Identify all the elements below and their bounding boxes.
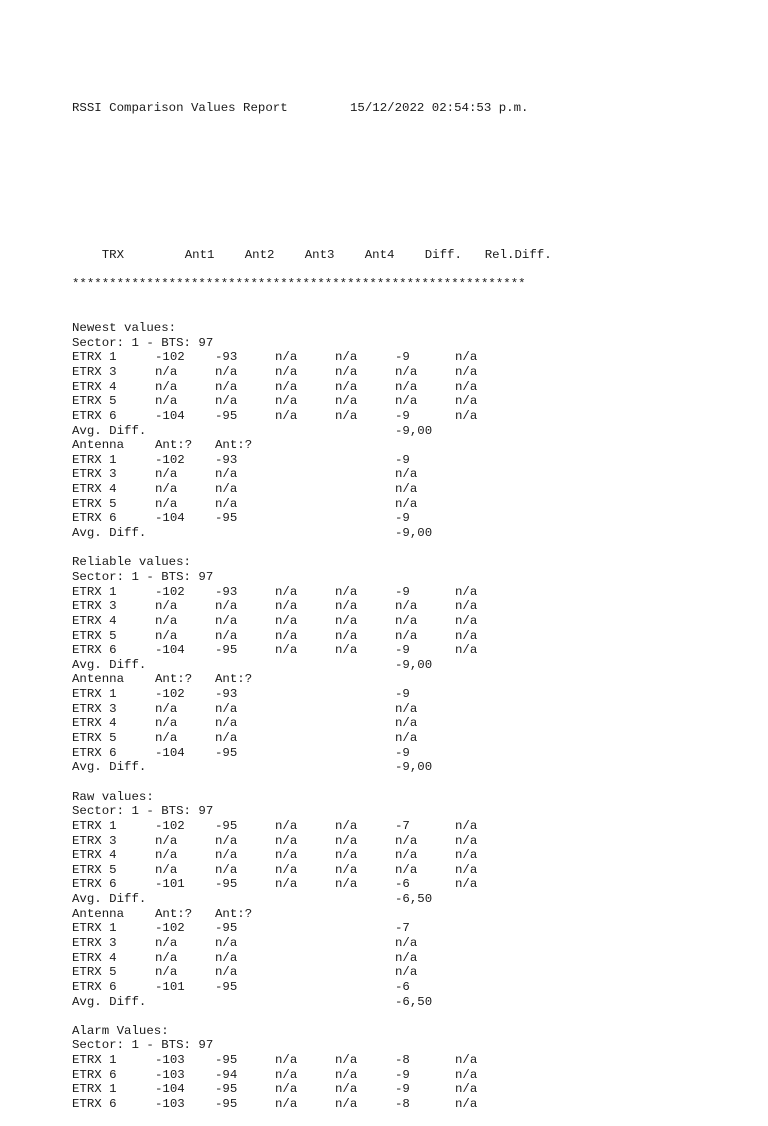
table-cell: ETRX 6 xyxy=(72,877,117,892)
table-cell: ETRX 4 xyxy=(72,482,117,497)
table-cell: -102 xyxy=(155,921,185,936)
table-row xyxy=(72,1097,565,1112)
table-row xyxy=(72,585,565,600)
table-cell: n/a xyxy=(335,848,358,863)
table-cell: n/a xyxy=(455,599,478,614)
table-cell: n/a xyxy=(215,628,238,643)
table-cell: ETRX 3 xyxy=(72,599,117,614)
table-cell: n/a xyxy=(275,408,298,423)
table-cell: n/a xyxy=(215,365,238,379)
table-cell: n/a xyxy=(335,408,358,423)
table-cell: n/a xyxy=(395,965,418,980)
table-row xyxy=(72,614,565,629)
table-cell: n/a xyxy=(335,613,358,628)
antenna-header-row xyxy=(72,672,565,687)
table-cell: n/a xyxy=(275,379,298,394)
table-cell: ETRX 3 xyxy=(72,935,117,950)
table-cell: n/a xyxy=(215,613,238,628)
table-cell: -9 xyxy=(395,745,410,760)
table-cell: -9 xyxy=(395,408,410,423)
table-cell: -9 xyxy=(395,511,410,526)
avg-diff-row xyxy=(72,424,565,439)
report-sections xyxy=(72,321,565,1112)
table-cell: n/a xyxy=(335,379,358,394)
table-cell: ETRX 1 xyxy=(72,818,117,833)
antenna-avg-diff-row xyxy=(72,526,565,541)
table-cell: -93 xyxy=(215,452,238,467)
table-cell: n/a xyxy=(155,599,178,614)
table-cell: n/a xyxy=(275,1067,298,1082)
table-cell: ETRX 4 xyxy=(72,950,117,965)
table-cell: n/a xyxy=(395,394,418,409)
table-cell: -8 xyxy=(395,1053,410,1068)
antenna-row xyxy=(72,482,565,497)
table-cell: n/a xyxy=(395,935,418,950)
antenna-row xyxy=(72,687,565,702)
table-cell: ETRX 5 xyxy=(72,862,117,877)
avg-diff-value: -9,00 xyxy=(395,657,433,672)
avg-diff-label: Avg. Diff. xyxy=(72,423,147,438)
table-cell: n/a xyxy=(275,365,298,379)
table-cell: n/a xyxy=(455,848,478,863)
table-cell: -7 xyxy=(395,818,410,833)
table-row xyxy=(72,394,565,409)
table-cell: n/a xyxy=(395,950,418,965)
table-cell: n/a xyxy=(395,701,418,716)
table-cell: n/a xyxy=(275,599,298,614)
table-cell: n/a xyxy=(155,467,178,482)
table-cell: n/a xyxy=(455,584,478,599)
header-rel-diff: Rel.Diff. xyxy=(484,247,552,262)
table-cell: n/a xyxy=(335,584,358,599)
blank-line xyxy=(72,541,565,556)
table-cell: n/a xyxy=(455,365,478,379)
antenna-row xyxy=(72,951,565,966)
table-cell: -102 xyxy=(155,452,185,467)
table-cell: n/a xyxy=(395,833,418,848)
table-row xyxy=(72,863,565,878)
table-cell: -9 xyxy=(395,1082,410,1097)
table-cell: n/a xyxy=(275,584,298,599)
table-row xyxy=(72,819,565,834)
blank-line xyxy=(72,775,565,790)
table-cell: n/a xyxy=(335,1067,358,1082)
table-cell: ETRX 1 xyxy=(72,350,117,365)
table-cell: n/a xyxy=(215,467,238,482)
table-cell: n/a xyxy=(455,1097,478,1112)
table-cell: ETRX 5 xyxy=(72,731,117,746)
table-cell: -104 xyxy=(155,511,185,526)
table-cell: ETRX 5 xyxy=(72,628,117,643)
table-cell: ETRX 5 xyxy=(72,496,117,511)
antenna-header-cell: Ant:? xyxy=(215,438,253,453)
table-cell: ETRX 3 xyxy=(72,467,117,482)
table-cell: ETRX 6 xyxy=(72,408,117,423)
table-cell: -95 xyxy=(215,1097,238,1112)
table-cell: n/a xyxy=(455,394,478,409)
table-cell: n/a xyxy=(215,833,238,848)
section-title: Alarm Values: xyxy=(72,1023,169,1038)
table-cell: n/a xyxy=(155,701,178,716)
section-title: Newest values: xyxy=(72,321,177,336)
antenna-row xyxy=(72,746,565,761)
table-cell: n/a xyxy=(455,862,478,877)
table-cell: -103 xyxy=(155,1053,185,1068)
table-cell: n/a xyxy=(215,599,238,614)
table-cell: n/a xyxy=(455,379,478,394)
antenna-row xyxy=(72,453,565,468)
table-cell: -103 xyxy=(155,1097,185,1112)
table-cell: n/a xyxy=(155,862,178,877)
table-cell: n/a xyxy=(275,628,298,643)
table-cell: n/a xyxy=(155,950,178,965)
table-cell: n/a xyxy=(455,818,478,833)
table-cell: n/a xyxy=(455,628,478,643)
table-cell: ETRX 4 xyxy=(72,716,117,731)
table-cell: -9 xyxy=(395,1067,410,1082)
table-cell: -95 xyxy=(215,745,238,760)
table-cell: ETRX 1 xyxy=(72,1082,117,1097)
table-cell: n/a xyxy=(455,877,478,892)
table-row xyxy=(72,643,565,658)
table-cell: -95 xyxy=(215,511,238,526)
table-cell: n/a xyxy=(335,1053,358,1068)
table-cell: ETRX 1 xyxy=(72,687,117,702)
table-cell: n/a xyxy=(155,833,178,848)
table-cell: n/a xyxy=(215,935,238,950)
table-cell: n/a xyxy=(155,496,178,511)
table-cell: ETRX 6 xyxy=(72,643,117,658)
antenna-row xyxy=(72,716,565,731)
table-cell: n/a xyxy=(155,731,178,746)
header-trx: TRX xyxy=(101,247,125,262)
header-ant2: Ant2 xyxy=(244,247,275,262)
table-cell: n/a xyxy=(155,965,178,980)
table-cell: n/a xyxy=(215,482,238,497)
blank-line xyxy=(72,145,565,160)
table-cell: n/a xyxy=(395,848,418,863)
table-cell: -9 xyxy=(395,584,410,599)
table-row xyxy=(72,1082,565,1097)
table-cell: -93 xyxy=(215,687,238,702)
table-cell: n/a xyxy=(155,613,178,628)
table-cell: n/a xyxy=(335,862,358,877)
separator-line: ************************************************************* xyxy=(72,277,526,292)
avg-diff-label: Avg. Diff. xyxy=(72,526,147,541)
table-cell: ETRX 6 xyxy=(72,1097,117,1112)
table-cell: n/a xyxy=(395,731,418,746)
table-cell: -9 xyxy=(395,643,410,658)
table-cell: n/a xyxy=(455,1053,478,1068)
table-cell: -95 xyxy=(215,877,238,892)
blank-line xyxy=(72,1009,565,1024)
table-row xyxy=(72,629,565,644)
avg-diff-row xyxy=(72,658,565,673)
antenna-avg-diff-row xyxy=(72,760,565,775)
table-cell: n/a xyxy=(275,1082,298,1097)
report-title: RSSI Comparison Values Report xyxy=(72,101,288,116)
table-cell: -94 xyxy=(215,1067,238,1082)
avg-diff-value: -9,00 xyxy=(395,423,433,438)
avg-diff-value: -6,50 xyxy=(395,994,433,1009)
antenna-header-cell: Antenna xyxy=(72,906,125,921)
table-cell: -6 xyxy=(395,979,410,994)
header-ant4: Ant4 xyxy=(364,247,395,262)
table-cell: n/a xyxy=(215,862,238,877)
table-row xyxy=(72,599,565,614)
table-cell: n/a xyxy=(455,350,478,365)
sector-label: Sector: 1 - BTS: 97 xyxy=(72,569,214,584)
table-cell: -9 xyxy=(395,687,410,702)
avg-diff-value: -9,00 xyxy=(395,760,433,775)
table-cell: n/a xyxy=(215,731,238,746)
table-cell: n/a xyxy=(215,394,238,409)
table-cell: n/a xyxy=(395,365,418,379)
avg-diff-label: Avg. Diff. xyxy=(72,994,147,1009)
table-row xyxy=(72,365,565,380)
table-cell: n/a xyxy=(275,1053,298,1068)
sector-label: Sector: 1 - BTS: 97 xyxy=(72,335,214,350)
table-cell: -95 xyxy=(215,1053,238,1068)
table-cell: -101 xyxy=(155,979,185,994)
table-cell: -95 xyxy=(215,818,238,833)
table-cell: -93 xyxy=(215,350,238,365)
table-cell: n/a xyxy=(335,818,358,833)
antenna-avg-diff-row xyxy=(72,995,565,1010)
table-cell: ETRX 3 xyxy=(72,833,117,848)
table-cell: ETRX 1 xyxy=(72,921,117,936)
sector-label: Sector: 1 - BTS: 97 xyxy=(72,804,214,819)
table-cell: n/a xyxy=(155,628,178,643)
table-cell: n/a xyxy=(215,701,238,716)
antenna-header-row xyxy=(72,438,565,453)
table-cell: n/a xyxy=(455,833,478,848)
table-cell: n/a xyxy=(455,613,478,628)
table-cell: ETRX 6 xyxy=(72,745,117,760)
table-cell: -95 xyxy=(215,921,238,936)
table-row xyxy=(72,350,565,365)
antenna-header-cell: Ant:? xyxy=(155,672,193,687)
table-row xyxy=(72,1068,565,1083)
table-cell: n/a xyxy=(395,379,418,394)
table-cell: -102 xyxy=(155,350,185,365)
table-cell: n/a xyxy=(155,935,178,950)
antenna-header-row xyxy=(72,907,565,922)
table-cell: n/a xyxy=(215,965,238,980)
antenna-row xyxy=(72,497,565,512)
avg-diff-value: -6,50 xyxy=(395,892,433,907)
table-cell: n/a xyxy=(275,877,298,892)
antenna-row xyxy=(72,511,565,526)
table-cell: n/a xyxy=(215,950,238,965)
table-cell: -6 xyxy=(395,877,410,892)
table-cell: ETRX 3 xyxy=(72,365,117,379)
table-cell: n/a xyxy=(275,818,298,833)
table-cell: ETRX 1 xyxy=(72,452,117,467)
table-cell: n/a xyxy=(275,613,298,628)
antenna-row xyxy=(72,702,565,717)
table-cell: n/a xyxy=(155,716,178,731)
header-diff: Diff. xyxy=(424,247,462,262)
table-cell: -101 xyxy=(155,877,185,892)
table-cell: ETRX 5 xyxy=(72,394,117,409)
sector-label: Sector: 1 - BTS: 97 xyxy=(72,1038,214,1053)
avg-diff-label: Avg. Diff. xyxy=(72,657,147,672)
table-cell: -95 xyxy=(215,979,238,994)
table-cell: ETRX 6 xyxy=(72,1067,117,1082)
table-cell: n/a xyxy=(215,496,238,511)
table-cell: n/a xyxy=(275,833,298,848)
table-cell: n/a xyxy=(455,1082,478,1097)
table-cell: n/a xyxy=(395,599,418,614)
table-row xyxy=(72,409,565,424)
table-cell: n/a xyxy=(155,379,178,394)
table-cell: -104 xyxy=(155,408,185,423)
table-cell: ETRX 5 xyxy=(72,965,117,980)
antenna-header-cell: Ant:? xyxy=(215,672,253,687)
table-cell: ETRX 4 xyxy=(72,379,117,394)
table-cell: -104 xyxy=(155,643,185,658)
antenna-header-cell: Ant:? xyxy=(155,438,193,453)
table-cell: n/a xyxy=(155,482,178,497)
antenna-header-cell: Antenna xyxy=(72,672,125,687)
table-row xyxy=(72,380,565,395)
table-cell: -9 xyxy=(395,350,410,365)
table-cell: n/a xyxy=(335,833,358,848)
antenna-row xyxy=(72,980,565,995)
table-cell: n/a xyxy=(335,643,358,658)
table-cell: n/a xyxy=(335,350,358,365)
table-cell: n/a xyxy=(155,394,178,409)
table-cell: n/a xyxy=(335,394,358,409)
table-cell: n/a xyxy=(335,365,358,379)
table-row xyxy=(72,1053,565,1068)
rssi-report xyxy=(72,72,565,1126)
antenna-row xyxy=(72,467,565,482)
avg-diff-value: -9,00 xyxy=(395,526,433,541)
table-cell: n/a xyxy=(395,613,418,628)
avg-diff-label: Avg. Diff. xyxy=(72,760,147,775)
header-ant3: Ant3 xyxy=(304,247,335,262)
table-cell: n/a xyxy=(275,1097,298,1112)
table-cell: -7 xyxy=(395,921,410,936)
table-cell: -9 xyxy=(395,452,410,467)
table-cell: ETRX 6 xyxy=(72,511,117,526)
table-cell: n/a xyxy=(275,350,298,365)
avg-diff-label: Avg. Diff. xyxy=(72,892,147,907)
table-cell: -102 xyxy=(155,687,185,702)
table-cell: n/a xyxy=(215,379,238,394)
table-cell: n/a xyxy=(335,1082,358,1097)
table-cell: n/a xyxy=(395,467,418,482)
table-cell: -95 xyxy=(215,643,238,658)
antenna-row xyxy=(72,965,565,980)
table-cell: n/a xyxy=(275,848,298,863)
report-title-line xyxy=(72,101,565,116)
table-row xyxy=(72,877,565,892)
antenna-row xyxy=(72,936,565,951)
table-cell: n/a xyxy=(455,1067,478,1082)
table-cell: ETRX 4 xyxy=(72,613,117,628)
table-cell: n/a xyxy=(155,848,178,863)
antenna-header-cell: Ant:? xyxy=(155,906,193,921)
table-cell: ETRX 4 xyxy=(72,848,117,863)
table-cell: n/a xyxy=(395,496,418,511)
table-cell: n/a xyxy=(215,716,238,731)
antenna-row xyxy=(72,731,565,746)
table-cell: -102 xyxy=(155,818,185,833)
table-cell: n/a xyxy=(335,1097,358,1112)
table-cell: n/a xyxy=(215,848,238,863)
column-header-row xyxy=(72,233,565,262)
table-cell: ETRX 1 xyxy=(72,1053,117,1068)
avg-diff-row xyxy=(72,892,565,907)
table-cell: -104 xyxy=(155,1082,185,1097)
table-cell: n/a xyxy=(395,716,418,731)
table-cell: n/a xyxy=(455,408,478,423)
table-cell: n/a xyxy=(275,862,298,877)
table-cell: n/a xyxy=(275,643,298,658)
table-cell: -102 xyxy=(155,584,185,599)
table-row xyxy=(72,834,565,849)
table-cell: ETRX 1 xyxy=(72,584,117,599)
blank-line xyxy=(72,189,565,204)
table-cell: n/a xyxy=(395,862,418,877)
section-title: Reliable values: xyxy=(72,555,191,570)
antenna-header-cell: Antenna xyxy=(72,438,125,453)
table-cell: -93 xyxy=(215,584,238,599)
table-cell: n/a xyxy=(335,877,358,892)
antenna-header-cell: Ant:? xyxy=(215,906,253,921)
table-cell: -95 xyxy=(215,408,238,423)
antenna-row xyxy=(72,921,565,936)
table-cell: n/a xyxy=(455,643,478,658)
table-cell: -95 xyxy=(215,1082,238,1097)
section-title: Raw values: xyxy=(72,789,154,804)
table-cell: -104 xyxy=(155,745,185,760)
table-cell: n/a xyxy=(155,365,178,379)
table-cell: -8 xyxy=(395,1097,410,1112)
table-cell: ETRX 6 xyxy=(72,979,117,994)
table-cell: n/a xyxy=(395,628,418,643)
table-cell: n/a xyxy=(395,482,418,497)
table-cell: n/a xyxy=(335,628,358,643)
header-ant1: Ant1 xyxy=(184,247,215,262)
report-timestamp: 15/12/2022 02:54:53 p.m. xyxy=(350,101,529,116)
table-cell: n/a xyxy=(275,394,298,409)
table-cell: -103 xyxy=(155,1067,185,1082)
table-cell: ETRX 3 xyxy=(72,701,117,716)
table-cell: n/a xyxy=(335,599,358,614)
table-row xyxy=(72,848,565,863)
